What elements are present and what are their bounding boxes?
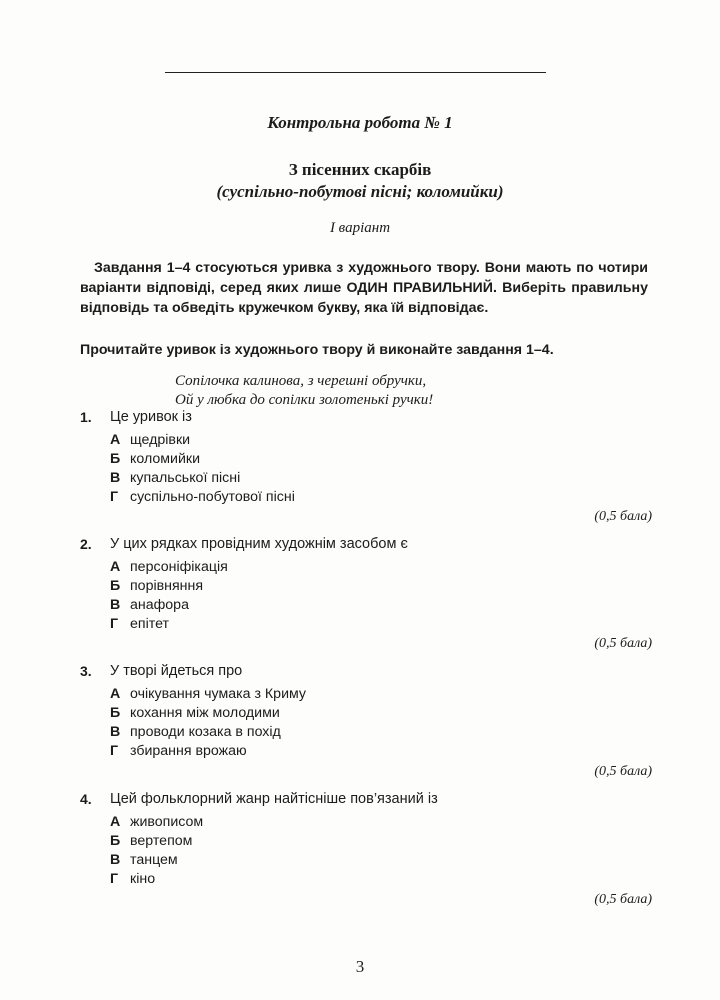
option-letter: В [110, 852, 121, 868]
option-text: щедрівки [130, 432, 191, 448]
option-letter: Г [110, 743, 119, 759]
question-text: Це уривок із [110, 409, 192, 425]
answer-option[interactable] [110, 469, 295, 488]
option-text: кіно [130, 871, 156, 887]
option-letter: Б [110, 705, 121, 721]
variant-label: І варіант [329, 220, 391, 236]
answer-option[interactable] [110, 704, 306, 723]
option-text: живописом [130, 814, 204, 830]
option-text: вертепом [130, 833, 193, 849]
answer-option[interactable] [110, 742, 306, 761]
option-text: проводи козака в похід [130, 724, 281, 740]
read-task: Прочитайте уривок із художнього твору й виконайте завдання 1–4. [80, 342, 554, 358]
answer-options [110, 813, 203, 889]
option-letter: А [110, 432, 121, 448]
option-letter: А [110, 559, 121, 575]
question-number: 3. [80, 663, 92, 679]
answer-option[interactable] [110, 450, 295, 469]
excerpt [175, 372, 433, 410]
section-title: З пісенних скарбів [288, 160, 432, 179]
option-text: порівняння [130, 578, 204, 594]
section-subtitle: (суспільно-побутові пісні; коломийки) [216, 182, 504, 201]
instructions-part2: . Виберіть правильну відповідь та обведіть кружечком букву, яка їй відповідає. [80, 280, 648, 316]
answer-option[interactable] [110, 488, 295, 507]
answer-option[interactable] [110, 431, 295, 450]
option-text: очікування чумака з Криму [130, 686, 306, 702]
excerpt-line: Сопілочка калинова, з черешні обручки, [175, 373, 427, 389]
option-text: кохання між молодими [130, 705, 280, 721]
option-text: епітет [130, 616, 169, 632]
header-rule [165, 72, 546, 73]
answer-option[interactable] [110, 851, 203, 870]
answer-option[interactable] [110, 558, 228, 577]
answer-option[interactable] [110, 596, 228, 615]
question-text: Цей фольклорний жанр найтісніше пов’язаний із [110, 791, 438, 807]
question-number: 1. [80, 409, 92, 425]
option-letter: В [110, 597, 121, 613]
score-label: (0,5 бала) [594, 636, 652, 651]
score-label: (0,5 бала) [594, 764, 652, 779]
answer-option[interactable] [110, 685, 306, 704]
answer-options [110, 685, 306, 761]
option-letter: Б [110, 578, 121, 594]
page-title: Контрольна робота № 1 [267, 113, 453, 132]
option-text: коломийки [130, 451, 201, 467]
option-letter: Г [110, 489, 119, 505]
option-letter: А [110, 814, 121, 830]
option-letter: Г [110, 871, 119, 887]
question-number: 2. [80, 536, 92, 552]
instructions-emphasis: ОДИН ПРАВИЛЬНИЙ [346, 280, 493, 296]
answer-option[interactable] [110, 870, 203, 889]
page-number: 3 [355, 957, 365, 976]
answer-option[interactable] [110, 832, 203, 851]
option-text: збирання врожаю [130, 743, 247, 759]
answer-option[interactable] [110, 577, 228, 596]
question-number: 4. [80, 791, 92, 807]
answer-option[interactable] [110, 723, 306, 742]
answer-option[interactable] [110, 615, 228, 634]
answer-options [110, 431, 295, 507]
score-label: (0,5 бала) [594, 892, 652, 907]
option-letter: А [110, 686, 121, 702]
answer-option[interactable] [110, 813, 203, 832]
instructions-part1: Завдання 1–4 стосуються уривка з художнього твору. Вони мають по чотири варіанти відповіді, серед яких лише [80, 260, 648, 296]
answer-options [110, 558, 228, 634]
option-letter: В [110, 724, 121, 740]
option-text: персоніфікація [130, 559, 228, 575]
question-text: У творі йдеться про [110, 663, 243, 679]
excerpt-line: Ой у любка до сопілки золотенькі ручки! [175, 392, 434, 408]
option-letter: Б [110, 833, 121, 849]
option-text: анафора [130, 597, 189, 613]
question-text: У цих рядках провідним художнім засобом є [110, 536, 408, 552]
option-letter: Б [110, 451, 121, 467]
option-text: купальської пісні [130, 470, 241, 486]
instructions [80, 258, 648, 318]
option-letter: Г [110, 616, 119, 632]
score-label: (0,5 бала) [594, 509, 652, 524]
option-text: танцем [130, 852, 178, 868]
option-letter: В [110, 470, 121, 486]
option-text: суспільно-побутової пісні [130, 489, 295, 505]
